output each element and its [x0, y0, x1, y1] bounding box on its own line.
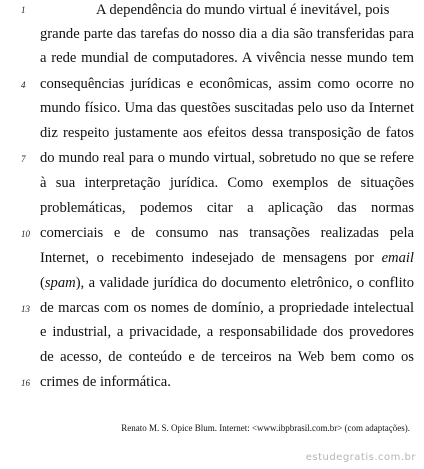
passage-line-14: e industrial, a privacidade, a responsabilidade dos provedores	[40, 324, 414, 340]
line-number-4: 4	[21, 80, 26, 90]
passage-line-10: comerciais e de consumo nas transações realizadas pela	[40, 225, 414, 241]
passage-line-5: mundo físico. Uma das questões suscitadas pelo uso da Internet	[40, 100, 414, 116]
passage-line-6: diz respeito justamente aos efeitos dessa transposição de fatos	[40, 125, 414, 141]
passage-line-13: de marcas com os nomes de domínio, a propriedade intelectual	[40, 300, 414, 316]
passage-line-12-open: (	[40, 275, 45, 291]
passage-line-12-italic: spam	[44, 275, 76, 291]
passage-line-9: problemáticas, podemos citar a aplicação das normas	[40, 200, 414, 216]
passage-line-11	[40, 246, 414, 270]
passage-line-15: de acesso, de conteúdo e de terceiros na Web bem como os	[40, 349, 414, 365]
line-number-1: 1	[21, 5, 26, 15]
passage-line-3: a rede mundial de computadores. A vivência nesse mundo tem	[40, 50, 414, 66]
passage-line-2: grande parte das tarefas do nosso dia a dia são transferidas para	[40, 26, 414, 42]
line-number-13: 13	[21, 304, 30, 314]
passage-line-11-text: Internet, o recebimento indesejado de mensagens por	[40, 250, 382, 266]
passage-line-12	[40, 271, 414, 295]
passage-line-4: consequências jurídicas e econômicas, assim como ocorre no	[40, 76, 414, 92]
line-number-16: 16	[21, 378, 30, 388]
watermark: estudegratis.com.br	[305, 452, 416, 463]
passage-line-11-italic: email	[381, 250, 414, 266]
passage-line-12-text: ), a validade jurídica do documento eletrônico, o conflito	[75, 275, 414, 291]
passage-line-1: A dependência do mundo virtual é inevitável, pois	[96, 2, 390, 18]
passage-line-8: à sua interpretação jurídica. Como exemplos de situações	[40, 175, 414, 191]
passage-line-7: do mundo real para o mundo virtual, sobretudo no que se refere	[40, 150, 414, 166]
line-number-10: 10	[21, 229, 30, 239]
passage-line-16: crimes de informática.	[40, 374, 171, 390]
source-citation: Renato M. S. Opice Blum. Internet: <www.ibpbrasil.com.br> (com adaptações).	[121, 423, 410, 433]
line-number-7: 7	[21, 154, 26, 164]
